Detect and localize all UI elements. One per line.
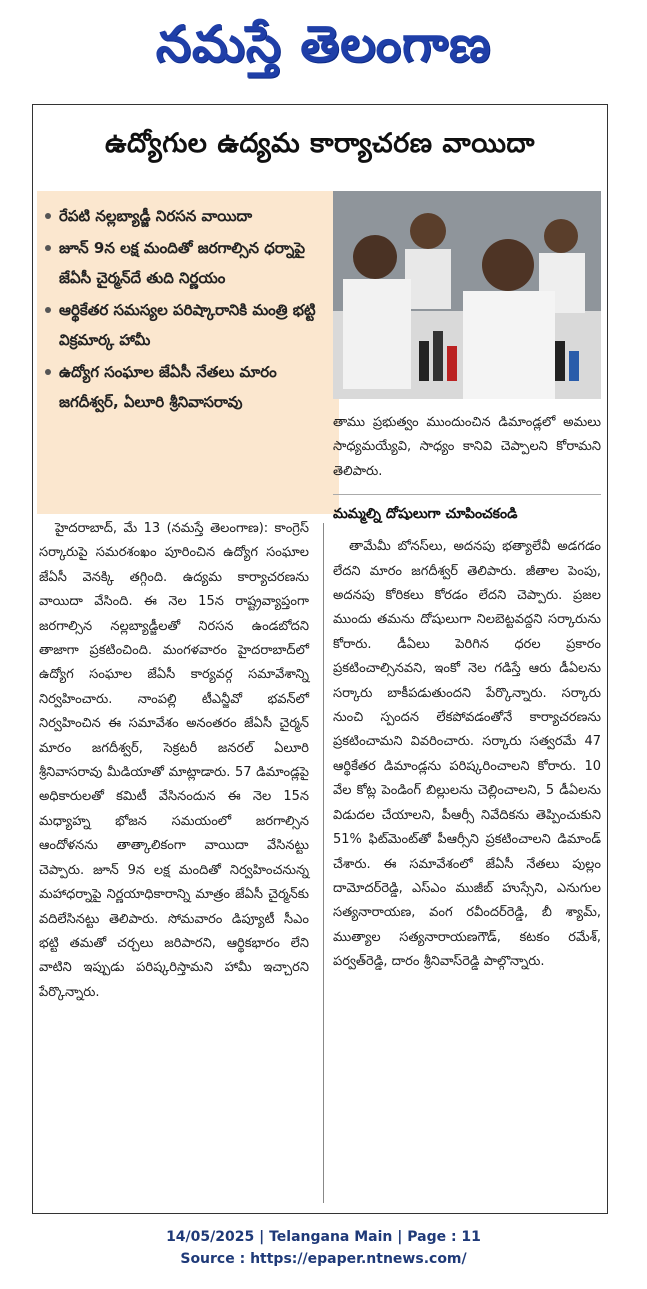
press-meet-photo (333, 191, 601, 399)
article-headline: ఉద్యోగుల ఉద్యమ కార్యాచరణ వాయిదా (104, 128, 536, 159)
masthead (0, 0, 647, 88)
highlight-text: రేపటి నల్లబ్యాడ్జీ నిరసన వాయిదా (59, 207, 253, 225)
left-column (39, 517, 309, 1005)
bullet-icon (45, 357, 59, 387)
source-link[interactable]: Source : https://epaper.ntnews.com/ (180, 1251, 467, 1267)
highlight-text: ఆర్థికేతర సమస్యల పరిష్కారానికి మంత్రి భట్టి విక్రమార్క హామీ (59, 301, 316, 349)
highlight-item (45, 295, 329, 355)
article-clipping (32, 104, 608, 1214)
highlight-text: జూన్ 9న లక్ష మందితో జరగాల్సిన ధర్నాపై జేఏసీ చైర్మన్‌దే తుది నిర్ణయం (59, 239, 306, 287)
highlights-box (37, 191, 339, 514)
highlight-item (45, 233, 329, 293)
highlight-item (45, 357, 329, 417)
bullet-icon (45, 295, 59, 325)
bullet-icon (45, 201, 59, 231)
right-column (333, 411, 601, 975)
subheading: మమ్మల్ని దోషులుగా చూపించకండి (333, 494, 601, 525)
bullet-icon (45, 233, 59, 263)
body-paragraph: హైదరాబాద్, మే 13 (నమస్తే తెలంగాణ): కాంగ్రెస్ సర్కారుపై సమరశంఖం పూరించిన ఉద్యోగ సంఘాల జేఏసీ వెనక్కి తగ్గింది. ఉద్యమ కార్యాచరణను వాయిదా వేసింది. ఈ నెల 15న రాష్ట్రవ్యాప్తంగా జరగాల్సిన నల్లబ్యాడ్జీలతో నిరసన ఉండబోదని తాజాగా ప్రకటించింది. మంగళవారం హైదరాబాద్‌లో ఉద్యోగ సంఘాల జేఏసీ కార్యవర్గ సమావేశాన్ని నిర్వహించారు. నాంపల్లి టీఎన్జీవో భవన్‌లో నిర్వహించిన ఈ సమావేశం అనంతరం జేఏసీ చైర్మన్ మారం జగదీశ్వర్, సెక్రటరీ జనరల్ ఏలూరి శ్రీనివాసరావు మీడియాతో మాట్లాడారు. 57 డిమాండ్లపై అధికారులతో కమిటీ వేసినందున ఈ నెల 15న మధ్యాహ్న భోజన సమయంలో జరగాల్సిన ఆందోళనను తాత్కాలికంగా వాయిదా వేసినట్టు చెప్పారు. జూన్ 9న లక్ష మందితో నిర్వహించనున్న మహాధర్నాపై నిర్ణయాధికారాన్ని మాత్రం జేఏసీ చైర్మన్‌కు వదిలేసినట్టు తెలిపారు. సోమవారం డిప్యూటీ సీఎం భట్టి తమతో చర్చలు జరిపారని, ఆర్థికభారం లేని వాటిని ఇప్పుడు పరిష్కరిస్తామని హామీ ఇచ్చారని పేర్కొన్నారు. (39, 521, 309, 1000)
newspaper-logo: నమస్తే తెలంగాణ (155, 15, 492, 73)
body-paragraph: తాము ప్రభుత్వం ముందుంచిన డిమాండ్లలో అమలు సాధ్యమయ్యేవి, సాధ్యం కానివి చెప్పాలని కోరామని తెలిపారు. (333, 415, 601, 479)
edition-info: 14/05/2025 | Telangana Main | Page : 11 (166, 1229, 481, 1245)
highlight-text: ఉద్యోగ సంఘాల జేఏసీ నేతలు మారం జగదీశ్వర్, ఏలూరి శ్రీనివాసరావు (59, 363, 277, 411)
body-paragraph: తామేమీ బోనస్‌లు, అదనపు భత్యాలేవీ అడగడం లేదని మారం జగదీశ్వర్ తెలిపారు. జీతాల పెంపు, అదనపు కోరికలు కోరడం లేదని చెప్పారు. ప్రజల ముందు తమను దోషులుగా నిలబెట్టవద్దని సర్కారును కోరారు. డీఏలు పెరిగిన ధరల ప్రకారం ప్రకటించాల్సినవని, ఇంకో నెల గడిస్తే ఆరు డీఏలను సర్కారు బాకీపడుతుందని పేర్కొన్నారు. సర్కారు నుంచి స్పందన లేకపోవడంతోనే కార్యాచరణను ప్రకటించామని వివరించారు. సర్కారు సత్వరమే 47 ఆర్థికేతర డిమాండ్లను పరిష్కరించాలని కోరారు. 10 వేల కోట్ల పెండింగ్ బిల్లులను చెల్లించాలని, 5 డీఏలను విడుదల చేయాలని, పీఆర్సీ నివేదికను తెప్పించుకుని 51% ఫిట్‌మెంట్‌తో పీఆర్సీని ప్రకటించాలని డిమాండ్ చేశారు. ఈ సమావేశంలో జేఏసీ నేతలు పుల్లం దామోదర్‌రెడ్డి, ఎస్ఎం ముజీబ్ హుస్సేని, ఎనుగుల సత్యనారాయణ, వంగ రవీందర్‌రెడ్డి, బీ శ్యామ్, ముత్యాల సత్యనారాయణగౌడ్, కటకం రమేశ్, పర్వత్‌రెడ్డి, దారం శ్రీనివాస్‌రెడ్డి పాల్గొన్నారు. (333, 539, 601, 970)
source-footer (0, 1226, 647, 1270)
press-meet-illustration (333, 191, 601, 399)
column-divider (323, 523, 324, 1203)
highlight-item (45, 201, 329, 231)
